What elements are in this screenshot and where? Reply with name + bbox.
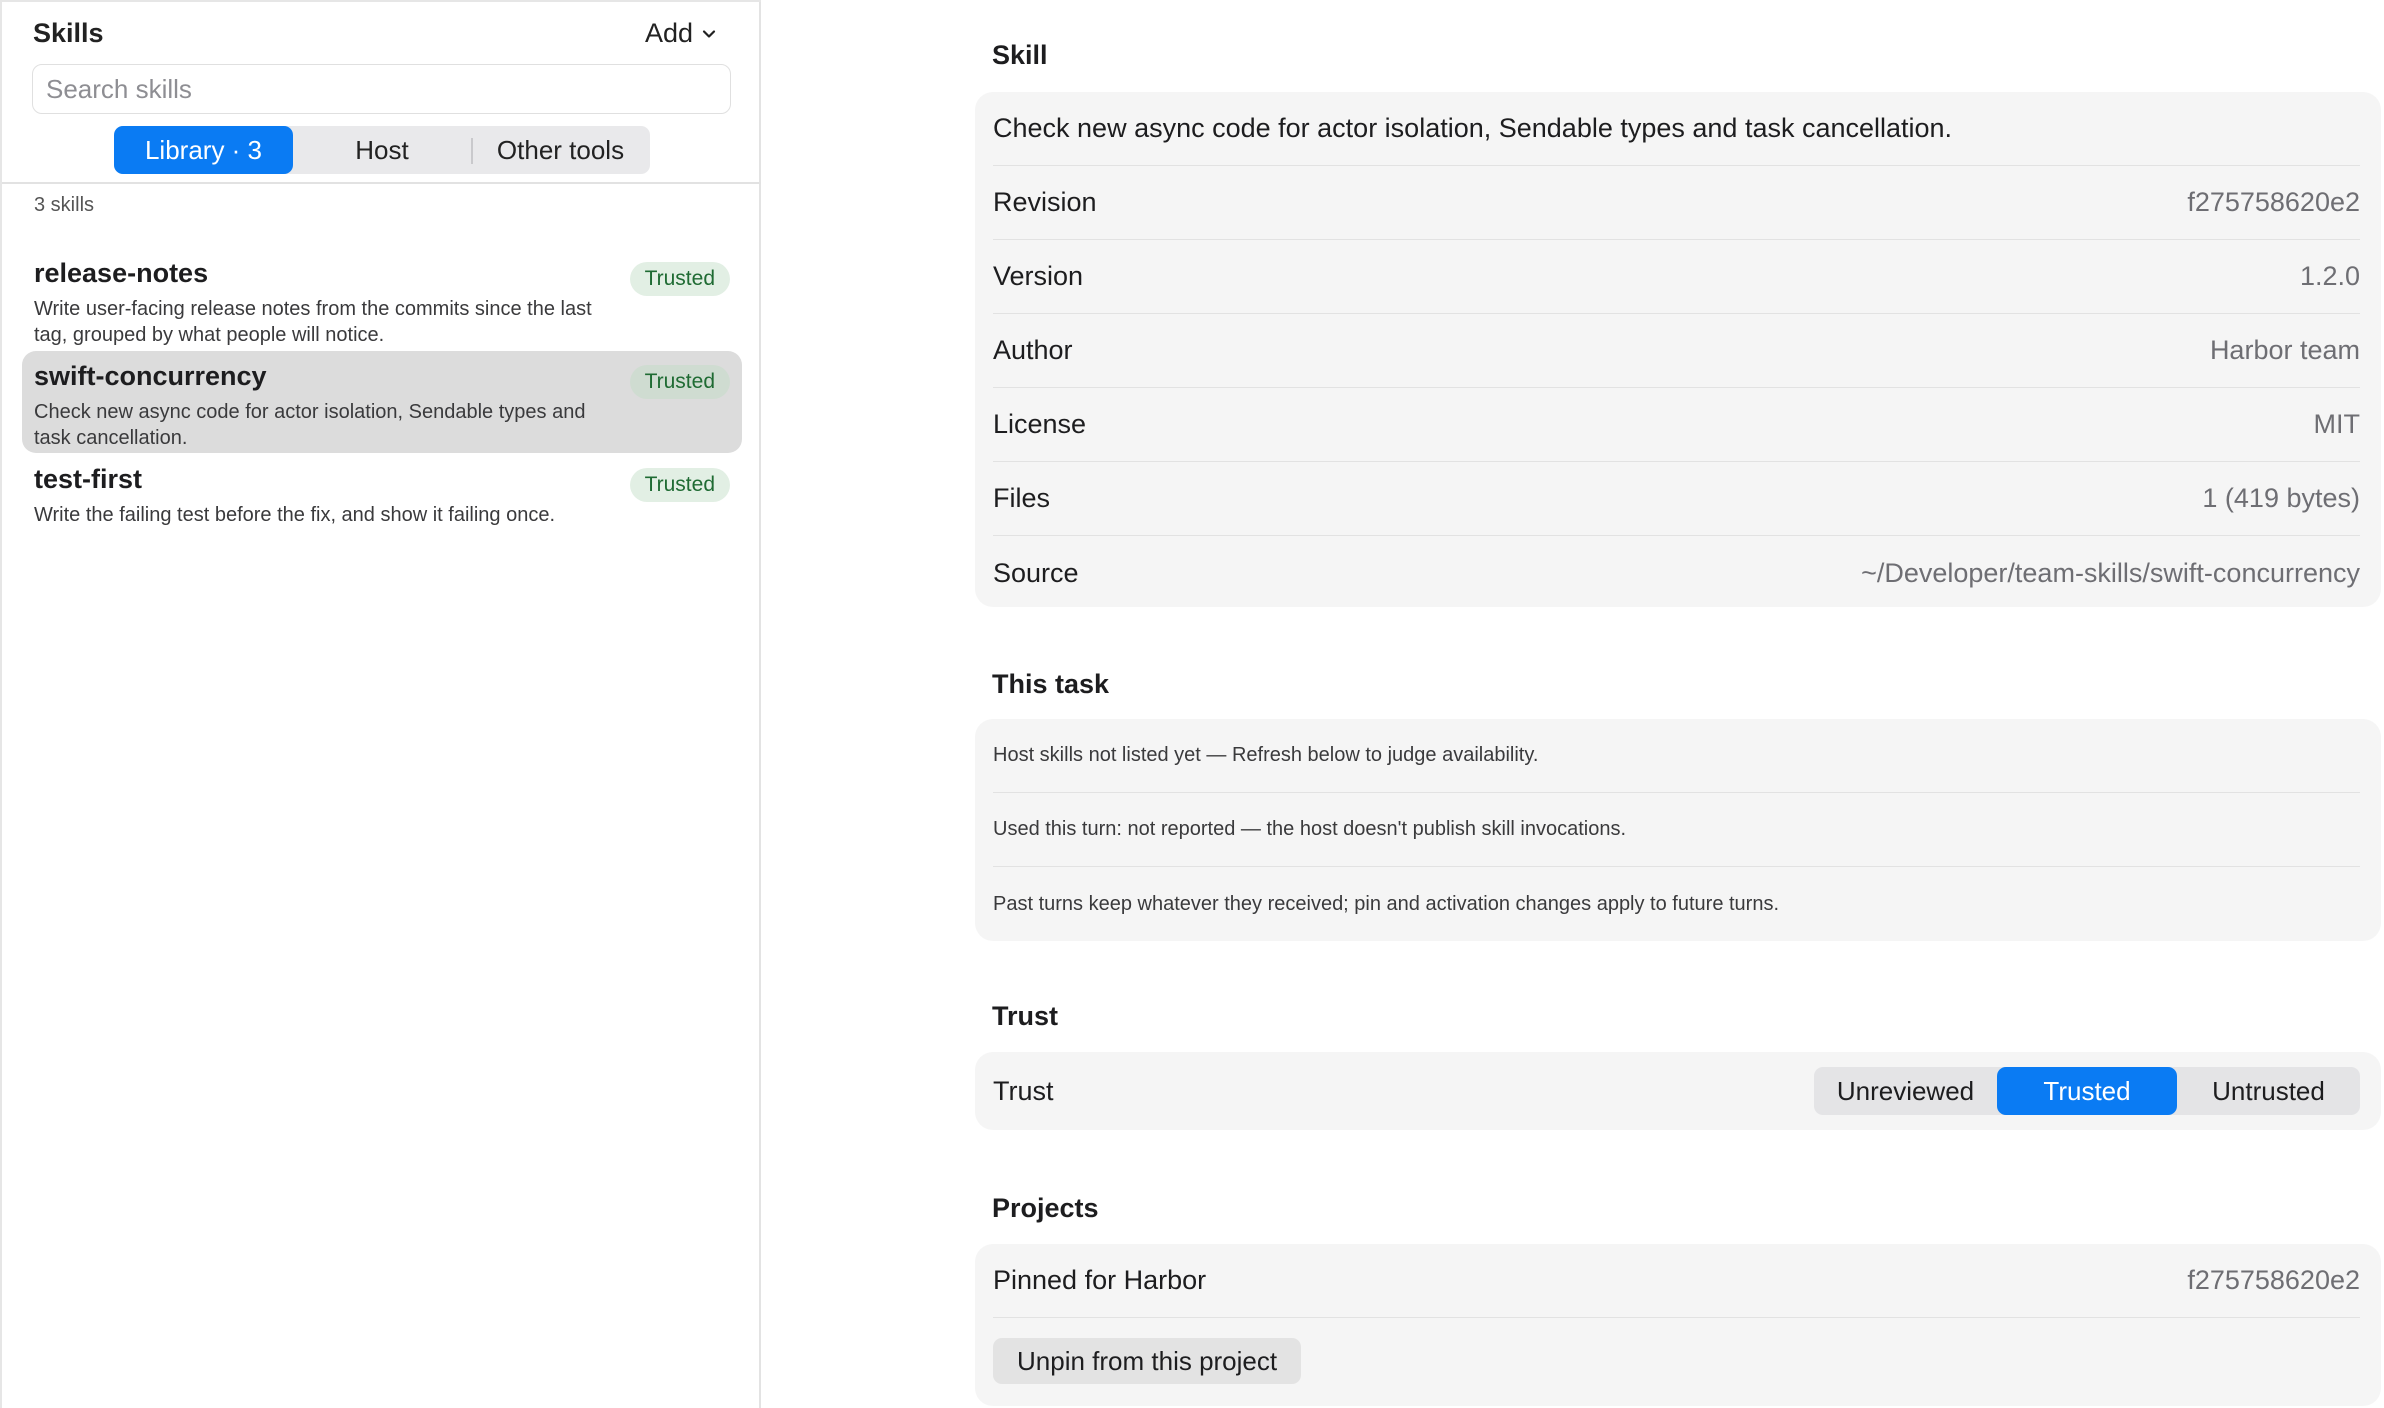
section-title-trust: Trust	[992, 1001, 1059, 1031]
source-row	[993, 536, 2360, 610]
revision-row	[993, 166, 2360, 240]
pinned-revision: f275758620e2	[2187, 1265, 2360, 1295]
skills-count: 3 skills	[34, 194, 95, 216]
tab-other-tools[interactable]: Other tools	[471, 126, 650, 174]
sidebar-title: Skills	[33, 18, 104, 48]
license-value: MIT	[2313, 409, 2360, 439]
task-note: Past turns keep whatever they received; pin and activation changes apply to future turns.	[993, 892, 1780, 915]
author-label: Author	[993, 335, 1073, 365]
skill-item-test-first[interactable]	[22, 454, 742, 556]
revision-label: Revision	[993, 187, 1097, 217]
task-info-card	[975, 719, 2381, 941]
source-value: ~/Developer/team-skills/swift-concurrency	[1861, 557, 2360, 588]
skills-sidebar	[0, 0, 761, 1408]
unpin-row	[993, 1318, 2360, 1404]
author-value: Harbor team	[2209, 335, 2360, 365]
skill-description: Check new async code for actor isolation, Sendable types and task cancellation.	[34, 401, 586, 449]
projects-card	[975, 1244, 2381, 1406]
license-row	[993, 388, 2360, 462]
version-row	[993, 240, 2360, 314]
skill-name: release-notes	[34, 258, 209, 288]
trust-badge: Trusted	[630, 365, 730, 399]
skill-name: swift-concurrency	[34, 361, 267, 391]
add-button[interactable]	[645, 18, 717, 49]
skill-description: Write user-facing release notes from the commits since the last tag, grouped by what people will notice.	[34, 298, 592, 346]
skill-description: Write the failing test before the fix, and show it failing once.	[34, 504, 556, 526]
trust-label: Trust	[993, 1075, 1054, 1106]
source-segmented-control	[114, 126, 650, 174]
version-value: 1.2.0	[2299, 261, 2360, 291]
tab-host[interactable]: Host	[355, 134, 409, 165]
add-button-label: Add	[644, 18, 693, 48]
trust-badge: Trusted	[630, 468, 730, 502]
files-value: 1 (419 bytes)	[2202, 483, 2360, 513]
trust-row	[993, 1052, 2360, 1130]
section-title-projects: Projects	[992, 1193, 1099, 1223]
trust-option-trusted[interactable]: Trusted	[1997, 1067, 2177, 1115]
version-label: Version	[993, 261, 1084, 291]
revision-value: f275758620e2	[2187, 187, 2360, 217]
skill-detail-pane	[975, 0, 2384, 1408]
author-row	[993, 314, 2360, 388]
search-input[interactable]	[32, 64, 731, 114]
chevron-down-icon	[701, 26, 717, 42]
files-row	[993, 462, 2360, 536]
section-title-skill: Skill	[992, 40, 1048, 70]
task-note: Host skills not listed yet — Refresh below to judge availability.	[993, 719, 2360, 793]
unpin-button[interactable]: Unpin from this project	[993, 1338, 1301, 1384]
pinned-label: Pinned for Harbor	[993, 1265, 1207, 1295]
skill-description-row	[993, 92, 2360, 166]
section-title-this-task: This task	[992, 669, 1110, 699]
skill-name: test-first	[34, 464, 143, 494]
trust-card	[975, 1052, 2381, 1130]
trust-option-unreviewed[interactable]: Unreviewed	[1836, 1075, 1975, 1106]
license-label: License	[993, 409, 1087, 439]
tab-library[interactable]: Library · 3	[114, 126, 293, 174]
trust-badge: Trusted	[630, 262, 730, 296]
trust-segmented-control	[1814, 1067, 2360, 1115]
sidebar-header	[2, 0, 761, 184]
skill-item-swift-concurrency[interactable]	[22, 351, 742, 453]
skill-description-text: Check new async code for actor isolation, Sendable types and task cancellation.	[993, 113, 1953, 143]
skill-item-release-notes[interactable]	[22, 248, 742, 350]
task-note: Used this turn: not reported — the host doesn't publish skill invocations.	[993, 793, 2360, 867]
pinned-row	[993, 1244, 2360, 1318]
files-label: Files	[993, 483, 1051, 513]
trust-option-untrusted[interactable]: Untrusted	[2212, 1075, 2325, 1106]
skill-info-card	[975, 92, 2381, 607]
source-label: Source	[993, 557, 1079, 588]
